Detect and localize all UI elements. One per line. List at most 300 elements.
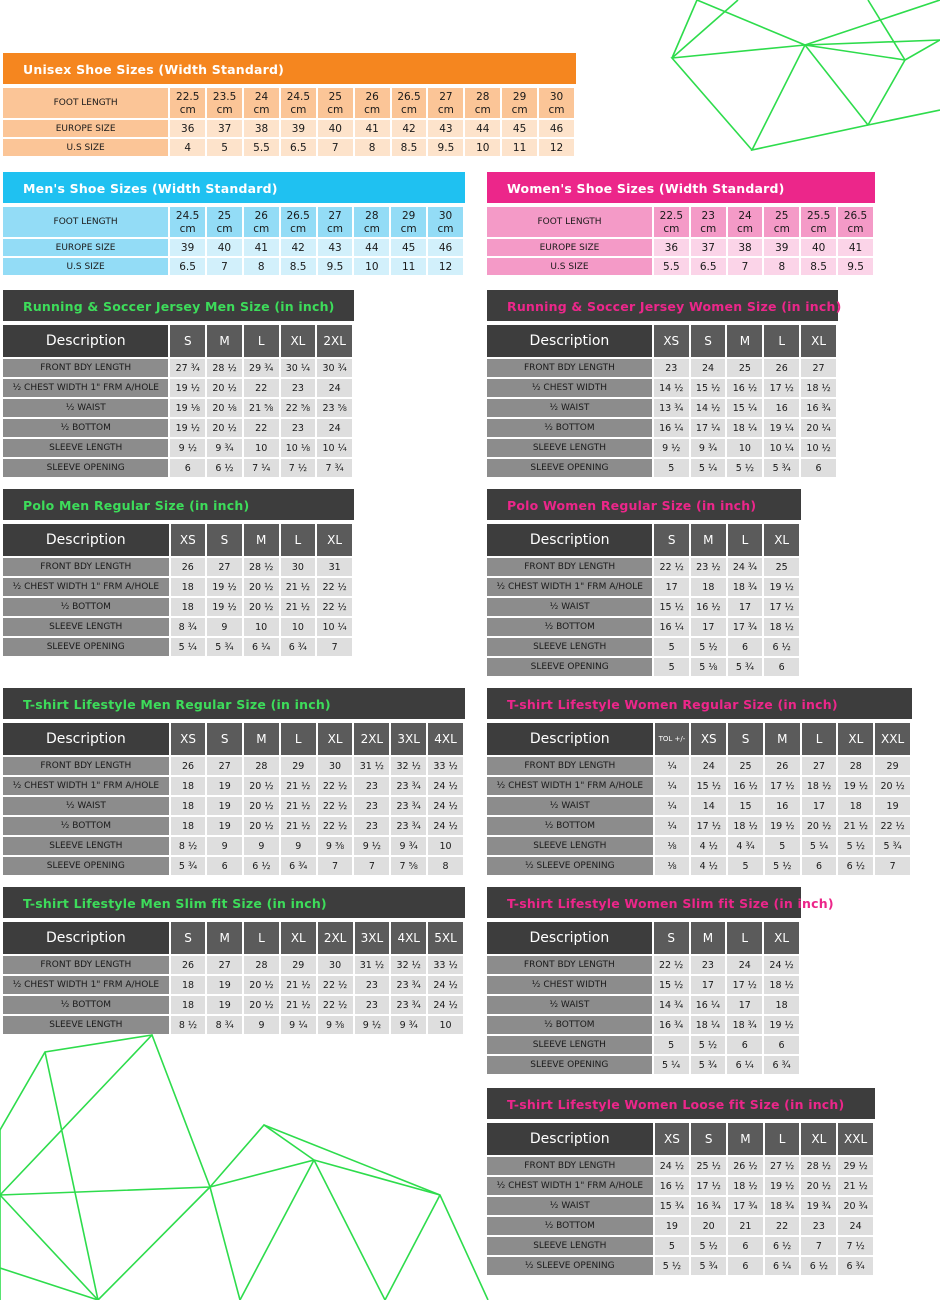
foot-length-value: 27 xyxy=(439,90,453,103)
row-label: ½ CHEST WIDTH 1" FRM A/HOLE xyxy=(487,578,652,596)
foot-length-value: 27 xyxy=(328,209,342,222)
table-cell: 6 xyxy=(207,857,242,875)
foot-length-cell xyxy=(354,207,389,237)
row-label: ½ CHEST WIDTH 1" FRM A/HOLE xyxy=(3,379,168,397)
size-header: L xyxy=(244,325,279,357)
table-cell: 19 xyxy=(207,976,242,994)
table-cell: 16 ½ xyxy=(728,777,763,795)
row-label: FRONT BDY LENGTH xyxy=(3,359,168,377)
table-cell: 7 xyxy=(354,857,389,875)
size-header: XS xyxy=(655,1123,690,1155)
foot-length-unit: cm xyxy=(400,222,417,235)
size-header: 5XL xyxy=(428,922,463,954)
table-cell: 18 xyxy=(171,777,206,795)
row-label: SLEEVE OPENING xyxy=(3,638,169,656)
table-row xyxy=(3,857,463,875)
row-label: ½ SLEEVE OPENING xyxy=(487,1257,653,1275)
table-cell: 5 ½ xyxy=(727,459,762,477)
table-cell: 44 xyxy=(465,120,500,137)
size-header: 2XL xyxy=(317,325,352,357)
size-header: XXL xyxy=(875,723,910,755)
table-cell: 16 ¼ xyxy=(654,618,689,636)
size-header: M xyxy=(244,723,279,755)
description-header: Description xyxy=(487,723,653,755)
table-cell: 25 xyxy=(727,359,762,377)
table-cell: 16 ½ xyxy=(727,379,762,397)
foot-length-value: 26.5 xyxy=(843,209,868,222)
table-cell: 26 ½ xyxy=(728,1157,763,1175)
table-cell: 17 xyxy=(727,996,762,1014)
size-header: L xyxy=(728,524,763,556)
foot-length-unit: cm xyxy=(437,222,454,235)
row-label: FRONT BDY LENGTH xyxy=(3,558,169,576)
foot-length-value: 24.5 xyxy=(286,90,311,103)
tshirt-men-slim-table xyxy=(3,887,465,1036)
table-cell: 21 ½ xyxy=(281,976,316,994)
table-cell: 25 ½ xyxy=(691,1157,726,1175)
table-cell: 9 ¾ xyxy=(391,1016,426,1034)
table-cell: 10 xyxy=(281,618,316,636)
table-row xyxy=(487,996,799,1014)
table-cell: 17 xyxy=(654,578,689,596)
table-cell: 19 ½ xyxy=(170,379,205,397)
table-cell: 24 ½ xyxy=(428,996,463,1014)
row-label: U.S SIZE xyxy=(3,258,168,275)
size-header: XL xyxy=(838,723,873,755)
table-cell: 8 xyxy=(244,258,279,275)
table-row xyxy=(3,439,352,457)
foot-length-value: 28 xyxy=(476,90,490,103)
table-cell: 19 ½ xyxy=(764,1016,799,1034)
table-cell: 15 ½ xyxy=(654,976,689,994)
table-cell: 22 ½ xyxy=(318,797,353,815)
table-cell: 41 xyxy=(838,239,873,256)
table-cell: 28 xyxy=(244,757,279,775)
size-header: 3XL xyxy=(391,723,426,755)
row-label: ½ BOTTOM xyxy=(487,1217,653,1235)
size-header: XS xyxy=(171,723,206,755)
row-label: FRONT BDY LENGTH xyxy=(3,956,169,974)
table-cell: 23 ¾ xyxy=(391,996,426,1014)
table-row xyxy=(3,996,463,1014)
table-row xyxy=(487,956,799,974)
table-row xyxy=(3,139,574,156)
table-cell: 14 ½ xyxy=(654,379,689,397)
table-cell: 6 ½ xyxy=(838,857,873,875)
table-cell: 19 xyxy=(875,797,910,815)
table-row xyxy=(487,757,910,775)
table-row xyxy=(3,459,352,477)
table-cell: 24 xyxy=(727,956,762,974)
size-header: XXL xyxy=(838,1123,873,1155)
foot-length-unit: cm xyxy=(290,103,307,116)
table-cell: 30 ¼ xyxy=(281,359,316,377)
table-cell: 20 ½ xyxy=(801,1177,836,1195)
table-cell: 22 ½ xyxy=(318,996,353,1014)
table-cell: 10 ⅛ xyxy=(281,439,316,457)
row-label: ½ SLEEVE OPENING xyxy=(487,857,653,875)
table-row xyxy=(487,618,799,636)
size-header: XL xyxy=(317,524,352,556)
table-cell: 21 ½ xyxy=(281,578,316,596)
table-row xyxy=(487,857,910,875)
table-cell: 20 ½ xyxy=(207,419,242,437)
table-cell: 22 xyxy=(244,379,279,397)
table-cell: 30 ¾ xyxy=(317,359,352,377)
table-cell: 6 xyxy=(728,638,763,656)
table-cell: 18 xyxy=(171,976,206,994)
table-row xyxy=(487,976,799,994)
size-header: XL xyxy=(801,325,836,357)
table-cell: 7 xyxy=(318,139,353,156)
table-cell: 26 xyxy=(171,558,206,576)
table-cell: 20 ½ xyxy=(207,379,242,397)
table-cell: 39 xyxy=(764,239,799,256)
row-label: ½ BOTTOM xyxy=(487,1016,652,1034)
table-cell: 19 ¼ xyxy=(764,419,799,437)
table-cell: 23 ¾ xyxy=(391,797,426,815)
foot-length-cell xyxy=(207,207,242,237)
table-cell: 18 xyxy=(691,578,726,596)
table-cell: 6 xyxy=(728,1257,763,1275)
size-header: L xyxy=(727,922,762,954)
table-cell: 19 xyxy=(207,777,242,795)
table-cell: 5.5 xyxy=(654,258,689,275)
tolerance-cell: ⅛ xyxy=(655,837,690,855)
table-cell: 5 xyxy=(654,638,689,656)
table-cell: 28 xyxy=(244,956,279,974)
table-cell: 38 xyxy=(728,239,763,256)
row-label: EUROPE SIZE xyxy=(3,239,168,256)
table-cell: 22 ½ xyxy=(875,817,910,835)
polygon-decoration-top xyxy=(660,0,940,160)
table-row xyxy=(487,578,799,596)
table-cell: 6 ¼ xyxy=(727,1056,762,1074)
table-cell: 26 xyxy=(765,757,800,775)
table-row xyxy=(487,1257,873,1275)
table-cell: 6 xyxy=(727,1036,762,1054)
table-cell: 20 ½ xyxy=(244,976,279,994)
foot-length-cell xyxy=(170,88,205,118)
table-cell: 19 ½ xyxy=(765,817,800,835)
table-cell: 23 xyxy=(355,996,390,1014)
foot-length-unit: cm xyxy=(511,103,528,116)
table-cell: 5 ¾ xyxy=(207,638,242,656)
row-label: SLEEVE LENGTH xyxy=(487,1036,652,1054)
table-cell: 29 ¾ xyxy=(244,359,279,377)
tolerance-cell: ¼ xyxy=(655,757,690,775)
table-cell: 10 xyxy=(428,837,463,855)
table-cell: 15 xyxy=(728,797,763,815)
table-cell: 6 ½ xyxy=(764,638,799,656)
foot-length-cell xyxy=(355,88,390,118)
row-label: SLEEVE OPENING xyxy=(487,658,652,676)
table-cell: 25 xyxy=(764,558,799,576)
polygon-decoration-bottom xyxy=(0,1030,490,1300)
foot-length-cell xyxy=(207,88,242,118)
table-cell: 36 xyxy=(170,120,205,137)
table-cell: 21 ½ xyxy=(281,996,316,1014)
table-row xyxy=(487,419,836,437)
table-cell: 5 xyxy=(655,1237,690,1255)
table-cell: 17 ½ xyxy=(765,777,800,795)
table-cell: 19 xyxy=(207,797,242,815)
table-cell: 18 xyxy=(171,817,206,835)
foot-length-value: 28 xyxy=(365,209,379,222)
table-cell: 9 ¼ xyxy=(281,1016,316,1034)
row-label: ½ CHEST WIDTH xyxy=(487,976,652,994)
row-label: ½ CHEST WIDTH 1" FRM A/HOLE xyxy=(3,976,169,994)
table-title: Men's Shoe Sizes (Width Standard) xyxy=(3,172,465,203)
table-cell: 16 ¼ xyxy=(654,419,689,437)
table-cell: 16 ½ xyxy=(655,1177,690,1195)
description-header: Description xyxy=(487,1123,653,1155)
table-cell: 8 xyxy=(764,258,799,275)
table-row xyxy=(3,578,352,596)
table-cell: 18 ¾ xyxy=(728,578,763,596)
row-label: ½ WAIST xyxy=(487,1197,653,1215)
table-cell: 9 xyxy=(281,837,316,855)
row-label: ½ WAIST xyxy=(487,598,652,616)
size-header: XL xyxy=(764,524,799,556)
table-cell: 24 ½ xyxy=(764,956,799,974)
size-header: M xyxy=(207,922,242,954)
table-cell: 22 xyxy=(765,1217,800,1235)
size-header-row xyxy=(3,325,352,357)
table-cell: 24 ¾ xyxy=(728,558,763,576)
row-label: U.S SIZE xyxy=(487,258,652,275)
table-cell: 23 ¾ xyxy=(391,976,426,994)
table-cell: 5 xyxy=(654,459,689,477)
foot-length-cell xyxy=(391,207,426,237)
table-cell: 18 ¾ xyxy=(765,1197,800,1215)
table-row xyxy=(3,757,463,775)
table-cell: 21 ½ xyxy=(281,598,316,616)
row-label: ½ BOTTOM xyxy=(487,618,652,636)
description-header: Description xyxy=(487,325,652,357)
foot-length-value: 26 xyxy=(254,209,268,222)
table-cell: 16 ¾ xyxy=(801,399,836,417)
size-header: XL xyxy=(318,723,353,755)
foot-length-unit: cm xyxy=(179,222,196,235)
row-label: ½ WAIST xyxy=(487,399,652,417)
table-row xyxy=(3,598,352,616)
size-header: S xyxy=(207,723,242,755)
table-cell: 7 xyxy=(317,638,352,656)
row-label: ½ CHEST WIDTH 1" FRM A/HOLE xyxy=(487,777,653,795)
tshirt-women-loose-table xyxy=(487,1088,875,1277)
polo-men-table xyxy=(3,489,354,658)
foot-length-value: 30 xyxy=(549,90,564,103)
table-cell: 17 ½ xyxy=(764,379,799,397)
table-cell: 7 xyxy=(207,258,242,275)
foot-length-value: 29 xyxy=(401,209,416,222)
table-title: T-shirt Lifestyle Women Slim fit Size (in inch) xyxy=(487,887,801,918)
table-cell: 4 ¾ xyxy=(728,837,763,855)
table-cell: 10 xyxy=(244,618,279,636)
table-cell: 5 ¾ xyxy=(691,1056,726,1074)
foot-length-unit: cm xyxy=(810,222,827,235)
table-cell: 5 ½ xyxy=(838,837,873,855)
table-cell: 22 ½ xyxy=(654,558,689,576)
table-row xyxy=(487,1217,873,1235)
table-cell: 27 xyxy=(207,558,242,576)
table-cell: 7 ¼ xyxy=(244,459,279,477)
size-header: 2XL xyxy=(318,922,353,954)
table-cell: 7 ¾ xyxy=(317,459,352,477)
table-cell: 20 ½ xyxy=(244,578,279,596)
table-cell: 22 ½ xyxy=(318,817,353,835)
table-cell: 41 xyxy=(355,120,390,137)
table-cell: 9 xyxy=(207,618,242,636)
table-cell: 10 ½ xyxy=(801,439,836,457)
table-cell: 8 ¾ xyxy=(171,618,206,636)
table-row xyxy=(3,359,352,377)
size-header: M xyxy=(244,524,279,556)
row-label: FRONT BDY LENGTH xyxy=(3,757,169,775)
table-cell: 24 ½ xyxy=(428,976,463,994)
row-label: ½ WAIST xyxy=(487,996,652,1014)
foot-length-cell xyxy=(244,207,279,237)
size-header: L xyxy=(802,723,837,755)
table-cell: 11 xyxy=(502,139,537,156)
foot-length-value: 30 xyxy=(438,209,453,222)
row-label: ½ BOTTOM xyxy=(3,996,169,1014)
foot-length-cell xyxy=(318,207,353,237)
table-row xyxy=(487,1177,873,1195)
foot-length-cell xyxy=(244,88,279,118)
table-cell: 5 xyxy=(654,658,689,676)
table-cell: 9 ⅜ xyxy=(318,1016,353,1034)
table-cell: 15 ½ xyxy=(691,777,726,795)
table-cell: 31 ½ xyxy=(355,956,390,974)
table-cell: 17 ¾ xyxy=(728,618,763,636)
table-cell: 6 xyxy=(764,1036,799,1054)
row-label: ½ WAIST xyxy=(487,797,653,815)
table-cell: 28 xyxy=(838,757,873,775)
foot-length-unit: cm xyxy=(401,103,418,116)
table-cell: 6 ½ xyxy=(207,459,242,477)
table-cell: 20 ½ xyxy=(244,996,279,1014)
size-header-row xyxy=(487,325,836,357)
table-cell: 17 xyxy=(802,797,837,815)
table-cell: 27 ¾ xyxy=(170,359,205,377)
table-cell: 29 xyxy=(875,757,910,775)
table-cell: 4 xyxy=(170,139,205,156)
foot-length-cell xyxy=(281,207,316,237)
foot-length-label: FOOT LENGTH xyxy=(3,207,168,237)
table-cell: 5 ¼ xyxy=(171,638,206,656)
table-row xyxy=(487,1197,873,1215)
table-cell: 8 xyxy=(355,139,390,156)
table-row xyxy=(3,419,352,437)
table-cell: 5 ½ xyxy=(655,1257,690,1275)
table-cell: 19 xyxy=(207,817,242,835)
table-cell: 16 xyxy=(765,797,800,815)
foot-length-unit: cm xyxy=(437,103,454,116)
table-cell: 18 ½ xyxy=(764,976,799,994)
table-cell: 29 ½ xyxy=(838,1157,873,1175)
table-cell: 4 ½ xyxy=(691,837,726,855)
size-header: S xyxy=(654,922,689,954)
size-header: L xyxy=(764,325,799,357)
table-cell: 22 xyxy=(244,419,279,437)
row-label: ½ CHEST WIDTH xyxy=(487,379,652,397)
table-title: T-shirt Lifestyle Women Loose fit Size (in inch) xyxy=(487,1088,875,1119)
table-cell: 6 ¼ xyxy=(765,1257,800,1275)
foot-length-unit: cm xyxy=(253,222,270,235)
size-header: L xyxy=(244,922,279,954)
table-cell: 19 ½ xyxy=(207,578,242,596)
table-cell: 23 xyxy=(354,777,389,795)
table-cell: 24 ½ xyxy=(428,797,463,815)
foot-length-unit: cm xyxy=(737,222,754,235)
table-cell: 24 xyxy=(691,757,726,775)
table-cell: 13 ¾ xyxy=(654,399,689,417)
foot-length-label: FOOT LENGTH xyxy=(487,207,652,237)
table-cell: 23 xyxy=(355,976,390,994)
size-header: L xyxy=(281,524,316,556)
table-cell: 17 ½ xyxy=(727,976,762,994)
foot-length-value: 25 xyxy=(217,209,232,222)
table-cell: 21 ½ xyxy=(281,797,316,815)
size-header-row xyxy=(3,922,463,954)
table-cell: 5 xyxy=(765,837,800,855)
size-header: S xyxy=(171,922,206,954)
table-cell: 43 xyxy=(428,120,463,137)
table-row xyxy=(3,837,463,855)
table-cell: 10 ¼ xyxy=(317,618,352,636)
size-header: XS xyxy=(691,723,726,755)
table-row xyxy=(487,399,836,417)
table-cell: 17 xyxy=(728,598,763,616)
table-cell: 10 xyxy=(354,258,389,275)
table-cell: 17 xyxy=(691,618,726,636)
row-label: EUROPE SIZE xyxy=(3,120,168,137)
table-cell: 6 xyxy=(170,459,205,477)
table-cell: 4 ½ xyxy=(691,857,726,875)
table-cell: 5 ¾ xyxy=(728,658,763,676)
foot-length-cell xyxy=(281,88,316,118)
table-cell: 26 xyxy=(171,956,206,974)
table-cell: 24 xyxy=(317,379,352,397)
table-cell: 7 xyxy=(728,258,763,275)
table-row xyxy=(487,379,836,397)
row-label: SLEEVE LENGTH xyxy=(3,439,168,457)
table-cell: 9 xyxy=(207,837,242,855)
size-header-row xyxy=(487,922,799,954)
row-label: SLEEVE OPENING xyxy=(487,459,652,477)
table-cell: 5 ½ xyxy=(691,638,726,656)
table-cell: 24 xyxy=(691,359,726,377)
table-cell: 19 ½ xyxy=(765,1177,800,1195)
table-cell: 15 ½ xyxy=(691,379,726,397)
table-cell: 6.5 xyxy=(691,258,726,275)
row-label: SLEEVE LENGTH xyxy=(487,439,652,457)
table-cell: 5 xyxy=(728,857,763,875)
table-row xyxy=(487,239,873,256)
table-row xyxy=(487,1016,799,1034)
table-row xyxy=(3,777,463,795)
table-cell: 7 xyxy=(875,857,910,875)
table-cell: 9 ⅜ xyxy=(318,837,353,855)
table-cell: 39 xyxy=(170,239,205,256)
table-row xyxy=(487,439,836,457)
tolerance-cell: ¼ xyxy=(655,817,690,835)
size-header-row xyxy=(487,723,910,755)
table-cell: 38 xyxy=(244,120,279,137)
table-cell: 16 ¾ xyxy=(654,1016,689,1034)
